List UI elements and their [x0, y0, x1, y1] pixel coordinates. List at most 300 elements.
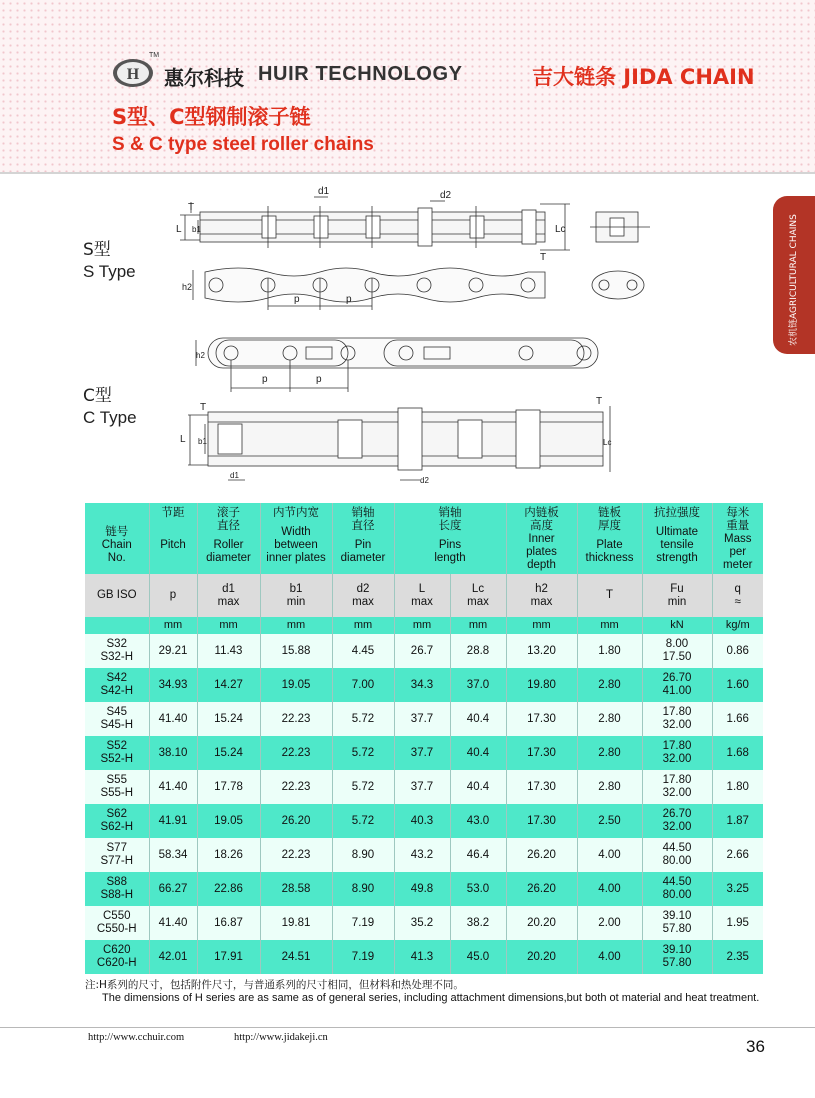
chain-number: S32 [106, 638, 127, 650]
header-en-line: Pins [438, 539, 462, 551]
symbol: h2 [535, 582, 548, 595]
unit-cell: mm [149, 617, 197, 634]
column-header [506, 503, 577, 574]
cell-t: 2.80 [577, 736, 642, 770]
cell-d1: 11.43 [197, 634, 260, 668]
dim-label-d1-s: d1 [318, 186, 330, 197]
dim-label-d2-c: d2 [420, 476, 429, 485]
header-en [395, 530, 506, 574]
header-cn [578, 503, 642, 530]
chain-number-cell [85, 770, 149, 804]
cell-b1: 19.81 [260, 906, 332, 940]
fu-value: 57.80 [662, 957, 692, 969]
side-tab-label: 农机链AGRICULTURAL CHAINS [789, 214, 799, 346]
cell-h2: 17.30 [506, 736, 577, 770]
chain-number-stack [85, 944, 149, 970]
dim-label-Lc-s: Lc [555, 224, 566, 235]
column-header [712, 503, 763, 574]
cell-b1: 15.88 [260, 634, 332, 668]
cell-p: 41.40 [149, 906, 197, 940]
chain-number-stack [85, 808, 149, 834]
s-type-label-cn: S型 [83, 240, 111, 260]
cell-d1: 14.27 [197, 668, 260, 702]
chain-number-cell [85, 906, 149, 940]
header-en-line: Pin [354, 539, 372, 551]
cell-t: 2.50 [577, 804, 642, 838]
unit-cell: mm [577, 617, 642, 634]
cell-l: 40.3 [394, 804, 450, 838]
column-header [394, 503, 506, 574]
symbol-stack [198, 583, 260, 609]
cell-fu [642, 668, 712, 702]
column-header [149, 503, 197, 574]
cell-h2: 13.20 [506, 634, 577, 668]
header-cell-content [507, 503, 577, 574]
cell-b1: 26.20 [260, 804, 332, 838]
chain-number: S52 [106, 740, 127, 752]
table-row [85, 940, 763, 974]
fu-value: 32.00 [662, 753, 692, 765]
symbol-cell [642, 574, 712, 617]
cell-lc: 28.8 [450, 634, 506, 668]
cell-fu [642, 736, 712, 770]
header-cn-line: 直径 [217, 520, 240, 532]
table-row [85, 634, 763, 668]
cell-l: 43.2 [394, 838, 450, 872]
cell-d2: 7.00 [332, 668, 394, 702]
brand-name-en: HUIR TECHNOLOGY [258, 63, 463, 85]
column-header [197, 503, 260, 574]
header-en [643, 517, 712, 574]
dim-label-p2-s: p [346, 294, 352, 305]
fu-value: 80.00 [662, 855, 692, 867]
fu-value: 44.50 [662, 876, 692, 888]
header-en-line: plates [526, 545, 557, 558]
symbol-limit: ≈ [734, 595, 741, 608]
fu-stack [643, 876, 712, 902]
header-en-line: Chain [101, 539, 132, 551]
header-divider [0, 172, 815, 174]
cell-d1: 19.05 [197, 804, 260, 838]
header-cn [198, 503, 260, 530]
cell-b1: 28.58 [260, 872, 332, 906]
cell-b1: 19.05 [260, 668, 332, 702]
header-en [85, 517, 149, 574]
fu-value: 8.00 [665, 638, 689, 650]
cell-d2: 5.72 [332, 804, 394, 838]
dim-label-p1-s: p [294, 294, 300, 305]
cell-h2: 17.30 [506, 770, 577, 804]
cell-d2: 5.72 [332, 770, 394, 804]
dim-label-d2-s: d2 [440, 190, 452, 201]
symbol-cell [450, 574, 506, 617]
fu-value: 17.80 [662, 774, 692, 786]
chain-number: C550 [103, 910, 131, 922]
footer-divider [0, 1027, 815, 1028]
header-en-line: tensile [660, 539, 694, 551]
header-cell-content [333, 503, 394, 574]
cell-p: 41.40 [149, 770, 197, 804]
header-cell-content [395, 503, 506, 574]
chain-number: C620 [103, 944, 131, 956]
c-type-label-en: C Type [83, 408, 137, 427]
table-row [85, 906, 763, 940]
cell-p: 41.91 [149, 804, 197, 838]
fu-value: 26.70 [662, 808, 692, 820]
header-en-line: length [434, 552, 466, 564]
dim-label-Lc-c: Lc [603, 438, 612, 447]
header-en [713, 530, 764, 574]
unit-cell: mm [506, 617, 577, 634]
trademark-mark: TM [149, 52, 160, 59]
chain-number: C550-H [96, 923, 137, 935]
cell-l: 35.2 [394, 906, 450, 940]
symbol-stack [333, 583, 394, 609]
dim-label-h2-s: h2 [182, 282, 193, 292]
header-cell-content [713, 503, 764, 574]
fu-stack [643, 706, 712, 732]
symbol: d2 [356, 582, 370, 595]
symbol: Lc [471, 582, 485, 595]
chain-number: S42-H [100, 685, 134, 697]
symbol: Fu [670, 582, 684, 595]
cell-h2: 20.20 [506, 906, 577, 940]
symbol-stack [451, 583, 506, 609]
cell-lc: 37.0 [450, 668, 506, 702]
symbol: p [169, 589, 177, 601]
chain-number-stack [85, 910, 149, 936]
header-cn-line: 长度 [438, 520, 462, 532]
header-en-line: diameter [340, 552, 386, 564]
cell-d2: 5.72 [332, 702, 394, 736]
header-cn-line: 节距 [161, 507, 185, 519]
cell-lc: 40.4 [450, 770, 506, 804]
column-header [577, 503, 642, 574]
cell-lc: 46.4 [450, 838, 506, 872]
cell-b1: 24.51 [260, 940, 332, 974]
s-type-end-view [590, 212, 650, 242]
fu-value: 26.70 [662, 672, 692, 684]
header-cn-line: 链板 [598, 507, 621, 519]
symbol: L [418, 582, 426, 595]
symbol-stack [395, 583, 450, 609]
symbol: q [734, 582, 741, 595]
header-en-line: Ultimate [655, 526, 699, 538]
cell-d1: 15.24 [197, 736, 260, 770]
fu-stack [643, 808, 712, 834]
chain-number: S55-H [100, 787, 134, 799]
header-en [150, 517, 197, 574]
footer-url-jidakeji[interactable]: http://www.jidakeji.cn [234, 1032, 328, 1043]
chain-number-stack [85, 638, 149, 664]
section-side-tab [773, 196, 815, 354]
header-cell-content [261, 503, 332, 574]
chain-number: S55 [106, 774, 127, 786]
header-cn [713, 503, 764, 530]
footnote-en: The dimensions of H series are as same as of general series, including attachment dimensions,but both ot material and heat treatment. [102, 992, 760, 1004]
column-header [642, 503, 712, 574]
chain-number-cell [85, 838, 149, 872]
symbol-limit: min [667, 595, 687, 608]
unit-cell: mm [450, 617, 506, 634]
chain-number-cell [85, 872, 149, 906]
header-cn-line: 重量 [726, 520, 750, 532]
symbol: b1 [289, 582, 303, 595]
header-en [333, 530, 394, 574]
cell-h2: 17.30 [506, 702, 577, 736]
dim-label-p1-c: p [262, 374, 268, 385]
fu-value: 17.80 [662, 706, 692, 718]
chain-number-cell [85, 940, 149, 974]
units-row [85, 617, 763, 634]
symbol-stack [713, 583, 764, 609]
unit-cell: mm [197, 617, 260, 634]
table-row [85, 668, 763, 702]
jida-chain-brand: 吉大链条 JIDA CHAIN [532, 65, 755, 89]
chain-number-cell [85, 702, 149, 736]
cell-b1: 22.23 [260, 702, 332, 736]
cell-lc: 53.0 [450, 872, 506, 906]
c-type-side-view [196, 338, 598, 392]
symbol-cell [577, 574, 642, 617]
symbol-stack [150, 589, 197, 602]
header-cell-content [643, 503, 712, 574]
header-en-line: Width [281, 526, 311, 538]
cell-l: 34.3 [394, 668, 450, 702]
fu-value: 32.00 [662, 719, 692, 731]
symbol-stack [261, 583, 332, 609]
fu-value: 80.00 [662, 889, 692, 901]
symbol-limit: max [352, 595, 374, 608]
dim-label-L-c: L [180, 434, 186, 445]
cell-fu [642, 940, 712, 974]
symbol-cell [394, 574, 450, 617]
fu-value: 44.50 [662, 842, 692, 854]
table-row [85, 872, 763, 906]
header-en [198, 530, 260, 574]
header-cn [333, 503, 394, 530]
chain-number-cell [85, 736, 149, 770]
chain-number-stack [85, 706, 149, 732]
header-en-line: meter [723, 558, 753, 571]
symbol-cell [197, 574, 260, 617]
fu-value: 32.00 [662, 787, 692, 799]
cell-d2: 7.19 [332, 906, 394, 940]
dim-label-T-c: T [200, 402, 207, 413]
c-type-top-view [188, 406, 610, 480]
unit-cell: mm [260, 617, 332, 634]
fu-stack [643, 842, 712, 868]
unit-cell: kN [642, 617, 712, 634]
header-en-line: Mass [724, 532, 752, 545]
cell-d2: 8.90 [332, 872, 394, 906]
header-cn-line: 抗拉强度 [654, 507, 700, 519]
standard-label: GB ISO [85, 574, 149, 617]
symbol-limit: max [467, 595, 489, 608]
header-en-line: inner plates [266, 552, 326, 564]
fu-value: 39.10 [662, 910, 692, 922]
chain-number: S77 [106, 842, 127, 854]
chain-number-stack [85, 842, 149, 868]
cell-t: 2.00 [577, 906, 642, 940]
symbol: T [605, 589, 614, 601]
cell-l: 41.3 [394, 940, 450, 974]
fu-value: 39.10 [662, 944, 692, 956]
cell-d2: 7.19 [332, 940, 394, 974]
page-title-cn: S型、C型钢制滚子链 [112, 105, 311, 129]
cell-q: 2.66 [712, 838, 763, 872]
chain-number: S88-H [100, 889, 134, 901]
fu-value: 17.80 [662, 740, 692, 752]
cell-d2: 8.90 [332, 838, 394, 872]
column-header [332, 503, 394, 574]
cell-q: 0.86 [712, 634, 763, 668]
c-type-label-cn: C型 [83, 386, 112, 406]
spec-table [85, 503, 763, 974]
column-header [85, 503, 149, 574]
header-en-line: thickness [585, 552, 634, 564]
header-en-line: per [729, 545, 747, 558]
dim-label-T2-c: T [596, 396, 603, 407]
svg-text:H: H [126, 66, 140, 83]
cell-fu [642, 838, 712, 872]
units-spacer [85, 617, 149, 634]
chain-number-cell [85, 804, 149, 838]
header-cn-line: 链号 [105, 526, 129, 538]
standard-row [85, 574, 763, 617]
cell-d1: 15.24 [197, 702, 260, 736]
cell-p: 58.34 [149, 838, 197, 872]
unit-cell: kg/m [712, 617, 763, 634]
dim-label-p2-c: p [316, 374, 322, 385]
table-header-row [85, 503, 763, 574]
symbol-limit: min [286, 595, 306, 608]
chain-number-stack [85, 672, 149, 698]
cell-b1: 22.23 [260, 770, 332, 804]
header-cn-line: 厚度 [598, 520, 621, 532]
header-en-line: diameter [206, 552, 251, 564]
unit-cell: mm [394, 617, 450, 634]
cell-t: 4.00 [577, 940, 642, 974]
header-cn-line: 销轴 [438, 507, 462, 519]
chain-drawings [0, 180, 770, 500]
fu-value: 57.80 [662, 923, 692, 935]
cell-l: 37.7 [394, 736, 450, 770]
header-en-line: Inner [528, 532, 555, 545]
column-header [260, 503, 332, 574]
cell-h2: 17.30 [506, 804, 577, 838]
cell-fu [642, 804, 712, 838]
chain-number: S88 [106, 876, 127, 888]
header-en-line: depth [527, 558, 556, 571]
header-cn-line: 销轴 [351, 507, 375, 519]
s-type-top-view [180, 197, 570, 250]
header-en-line: Roller [213, 539, 244, 551]
dim-label-T2-s: T [540, 252, 547, 263]
cell-t: 2.80 [577, 770, 642, 804]
chain-number: S45-H [100, 719, 134, 731]
page-title-en: S & C type steel roller chains [112, 134, 374, 155]
cell-l: 49.8 [394, 872, 450, 906]
fu-stack [643, 774, 712, 800]
cell-l: 37.7 [394, 702, 450, 736]
cell-h2: 19.80 [506, 668, 577, 702]
header-cn [643, 503, 712, 517]
chain-number: S62 [106, 808, 127, 820]
page-number: 36 [746, 1037, 765, 1056]
chain-number: S45 [106, 706, 127, 718]
cell-h2: 26.20 [506, 838, 577, 872]
cell-d1: 22.86 [197, 872, 260, 906]
header-cn [507, 503, 577, 530]
fu-stack [643, 944, 712, 970]
dim-label-b1-s: b1 [192, 225, 201, 234]
cell-lc: 40.4 [450, 702, 506, 736]
cell-d1: 17.91 [197, 940, 260, 974]
chain-number: S62-H [100, 821, 134, 833]
footnote [85, 979, 765, 1005]
cell-lc: 43.0 [450, 804, 506, 838]
footer-url-cchuir[interactable]: http://www.cchuir.com [88, 1032, 185, 1043]
cell-lc: 40.4 [450, 736, 506, 770]
header-cn [395, 503, 506, 530]
cell-q: 3.25 [712, 872, 763, 906]
symbol-limit: max [530, 595, 553, 608]
cell-fu [642, 702, 712, 736]
cell-fu [642, 906, 712, 940]
cell-q: 1.95 [712, 906, 763, 940]
header-en-line: strength [656, 552, 698, 564]
header-cn-line: 内链板 [524, 507, 559, 519]
fu-stack [643, 910, 712, 936]
symbol-cell [260, 574, 332, 617]
cell-lc: 38.2 [450, 906, 506, 940]
cell-fu [642, 634, 712, 668]
cell-lc: 45.0 [450, 940, 506, 974]
dim-label-L-s: L [176, 224, 182, 235]
cell-t: 4.00 [577, 872, 642, 906]
header-cell-content [198, 503, 260, 574]
header-cn-line: 高度 [530, 520, 553, 532]
chain-number: S52-H [100, 753, 134, 765]
symbol-limit: max [217, 595, 240, 608]
cell-fu [642, 770, 712, 804]
fu-stack [643, 740, 712, 766]
header-cell-content [150, 503, 197, 574]
header-cell-content [85, 503, 149, 574]
symbol-limit: max [411, 595, 433, 608]
fu-value: 32.00 [662, 821, 692, 833]
cell-d2: 5.72 [332, 736, 394, 770]
header-en-line: No. [107, 552, 126, 564]
chain-number: C620-H [96, 957, 137, 969]
fu-stack [643, 638, 712, 664]
symbol-stack [507, 583, 577, 609]
dim-label-h2-c: h2 [196, 351, 205, 360]
cell-h2: 26.20 [506, 872, 577, 906]
symbol-cell [506, 574, 577, 617]
symbol: d1 [222, 582, 235, 595]
cell-q: 1.80 [712, 770, 763, 804]
chain-number-stack [85, 774, 149, 800]
header-en-line: Pitch [160, 539, 186, 551]
table-row [85, 702, 763, 736]
table-row [85, 770, 763, 804]
cell-b1: 22.23 [260, 838, 332, 872]
chain-number: S77-H [100, 855, 134, 867]
cell-t: 1.80 [577, 634, 642, 668]
cell-fu [642, 872, 712, 906]
